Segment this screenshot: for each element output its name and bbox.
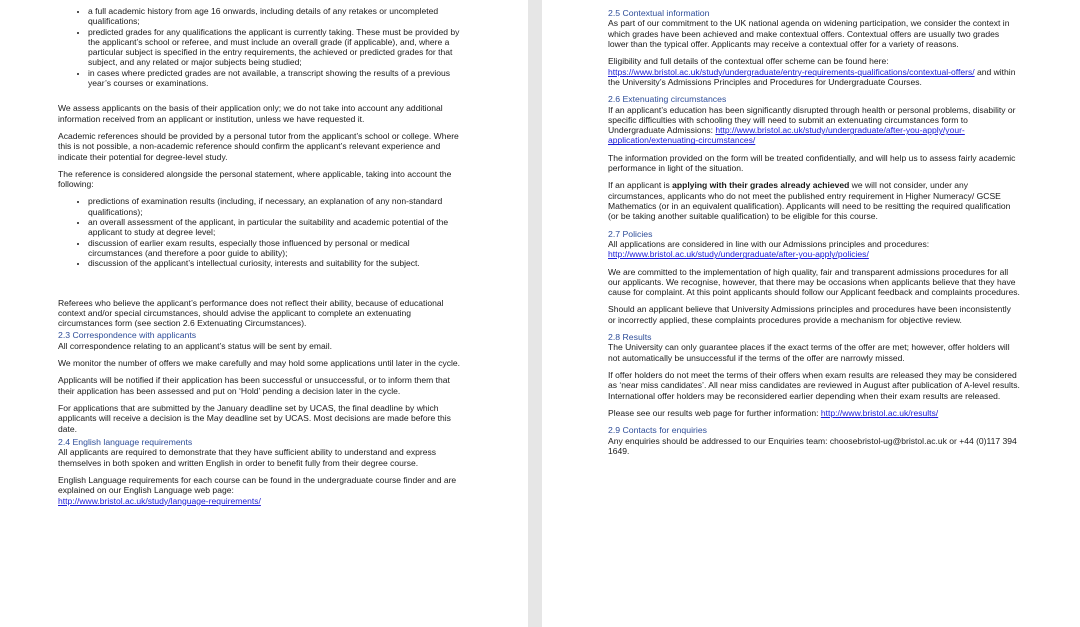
list-item: • predicted grades for any qualifications the applicant is currently taking. These must be provided by the applicant’s school or referee, and must include an overall grade (if applicable), and, where a particular subject is specified in the entry requirements, the achieved or predicted grades for that subject, and any related or major subjects being studied; [88, 27, 466, 68]
section-heading-2-8: 2.8 Results [608, 332, 652, 343]
contextual-eligibility-text: Eligibility and full details of the contextual offer scheme can be found here: [608, 56, 889, 67]
paragraph-correspondence: All correspondence relating to an applicant’s status will be sent by email. [58, 340, 332, 351]
paragraph-results-page [608, 408, 1020, 418]
section-heading-2-9: 2.9 Contacts for enquiries [608, 425, 707, 436]
paragraph-notified: Applicants will be notified if their application has been successful or unsuccessful, or to inform them that their application has been assessed and put on ‘Hold’ pending a decision later in the cycle. [58, 375, 450, 396]
list-item: • predictions of examination results (including, if necessary, an explanation of any non-standard qualifications); [88, 196, 466, 217]
left-column [58, 6, 466, 506]
grades-achieved-tail: we will not consider, under any circumstances, applicants who do not meet the published entry requirement in Higher Numeracy/ GCSE Mathematics (or in an equivalent qualification). Applicants will need to be resitting the required qualification (or be taking another suitable qualification) to be eligible for this course. [608, 180, 1011, 222]
paragraph-extenuating [608, 105, 1020, 146]
paragraph-confidential: The information provided on the form will be treated confidentially, and will help us to assess fairly academic performance in light of the situation. [608, 152, 1016, 174]
section-heading-2-6: 2.6 Extenuating circumstances [608, 94, 727, 105]
extenuating-text: If an applicant’s education has been significantly disrupted through health or personal problems, disability or specific difficulties with schooling they will need to submit an extenuating circumstances form to Undergraduate Admissions: [608, 104, 1016, 136]
list-item: • a full academic history from age 16 onwards, including details of any retakes or uncompleted qualifications; [88, 6, 466, 27]
paragraph-near-miss: If offer holders do not meet the terms of their offers when exam results are released they may be considered as ‘near miss candidates’. All near miss candidates are reviewed in August after publication of A-level results. International offer holders may be reconsidered earlier depending when their exam results are released. [608, 370, 1020, 401]
academic-history-list [58, 6, 466, 88]
grades-achieved-bold: applying with their grades already achieved [672, 180, 850, 191]
results-page-text: Please see our results web page for further information: [608, 407, 821, 418]
contextual-eligibility-tail: and within the University’s Admissions Principles and Procedures for Undergraduate Courses. [608, 66, 1016, 87]
section-heading-2-4: 2.4 English language requirements [58, 436, 193, 447]
paragraph-contextual-eligibility [608, 56, 1020, 87]
paragraph-results-guarantee: The University can only guarantee places if the exact terms of the offer are met; however, offer holders will not automatically be unsuccessful if the terms of the offer are narrowly missed. [608, 342, 1010, 363]
paragraph-enquiries: Any enquiries should be addressed to our Enquiries team: choosebristol-ug@bristol.ac.uk or +44 (0)117 394 1649. [608, 435, 1017, 456]
results-link[interactable]: http://www.bristol.ac.uk/results/ [820, 407, 939, 418]
grades-achieved-lead: If an applicant is [608, 180, 673, 191]
list-item: • an overall assessment of the applicant, in particular the suitability and academic potential of the applicant to study at degree level; [88, 217, 466, 238]
document-page-left [0, 0, 528, 627]
paragraph-referees: Referees who believe the applicant’s performance does not reflect their ability, because of educational context and/or special circumstances, should advise the applicant to complete an extenuating circumstances form (see section 2.6 Extenuating Circumstances). [58, 297, 444, 329]
language-requirements-link[interactable]: http://www.bristol.ac.uk/study/language-requirements/ [58, 495, 261, 506]
policies-link[interactable]: http://www.bristol.ac.uk/study/undergraduate/after-you-apply/policies/ [608, 249, 869, 260]
paragraph-references: Academic references should be provided by a personal tutor from the applicant’s school or college. Where this is not possible, a non-academic reference should confirm the applicant’s relevant experience and indicate their potential for degree-level study. [58, 130, 459, 162]
paragraph-policies [608, 239, 1020, 260]
section-heading-2-5: 2.5 Contextual information [608, 8, 710, 18]
paragraph-english-requirements [58, 475, 466, 506]
section-heading-2-3: 2.3 Correspondence with applicants [58, 330, 197, 341]
document-page-right [542, 0, 1080, 627]
policies-text: All applications are considered in line with our Admissions principles and procedures: [608, 238, 930, 249]
right-column [608, 8, 1020, 456]
paragraph-english-ability: All applicants are required to demonstrate that they have sufficient ability to understand and express themselves in both spoken and written English in order to benefit fully from their degree course. [58, 447, 437, 468]
reference-criteria-list [58, 196, 466, 268]
contextual-offers-link[interactable]: https://www.bristol.ac.uk/study/undergraduate/entry-requirements-qualifications/contextual-offers/ [608, 66, 975, 77]
extenuating-circumstances-link[interactable]: http://www.bristol.ac.uk/study/undergraduate/after-you-apply/your-application/extenuating-circumstances/ [608, 125, 965, 146]
paragraph-complaints: Should an applicant believe that University Admissions principles and procedures have been inconsistently or incorrectly applied, these complaints procedures provide a mechanism for objective review. [608, 304, 1011, 325]
paragraph-grades-achieved [608, 180, 1020, 221]
english-requirements-text: English Language requirements for each course can be found in the undergraduate course finder and are explained on our English Language web page: [58, 474, 457, 496]
paragraph-deadline: For applications that are submitted by the January deadline set by UCAS, the final deadline by which applicants will receive a decision is the May deadline set by UCAS. Most decisions are made before this date. [58, 403, 451, 434]
paragraph-reference-considered: The reference is considered alongside the personal statement, where applicable, taking into account the following: [58, 168, 452, 190]
paragraph-monitor-offers: We monitor the number of offers we make carefully and may hold some applications until later in the cycle. [58, 358, 461, 369]
list-item: • discussion of earlier exam results, especially those influenced by personal or medical circumstances (and therefore a poor guide to ability); [88, 238, 466, 259]
list-item: • in cases where predicted grades are not available, a transcript showing the results of a previous year’s courses or examinations. [88, 68, 466, 89]
paragraph-assess: We assess applicants on the basis of their application only; we do not take into account any additional information received from an applicant or institution, unless we have requested it. [58, 103, 443, 124]
list-item: • discussion of the applicant’s intellectual curiosity, interests and suitability for the subject. [88, 258, 466, 268]
section-heading-2-7: 2.7 Policies [608, 228, 653, 239]
paragraph-contextual: As part of our commitment to the UK national agenda on widening participation, we consider the context in which grades have been achieved and make contextual offers. Contextual offers are usually two grades lower than the typical offer. Applicants may receive a contextual offer for a variety of reasons. [608, 18, 1010, 49]
paragraph-committed: We are committed to the implementation of high quality, fair and transparent admissions procedures for all our applicants. We recognise, however, that there may be occasions when applicants believe that they have cause for complaint. At this point applicants should follow our Applicant feedback and complaints procedures. [608, 266, 1020, 298]
